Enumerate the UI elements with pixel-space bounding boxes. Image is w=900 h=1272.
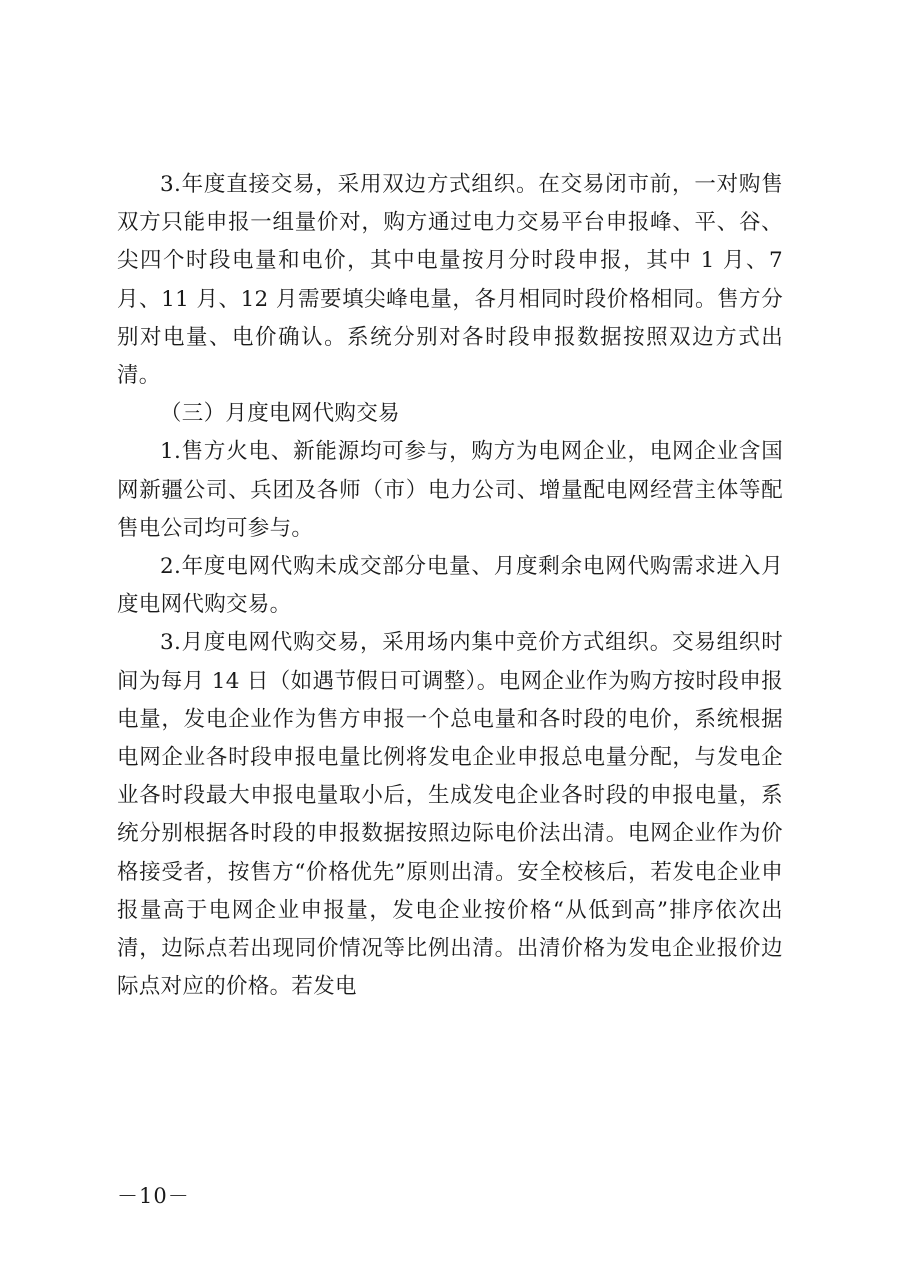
paragraph-bidding-method: 3.月度电网代购交易，采用场内集中竞价方式组织。交易组织时间为每月 14 日（如遇节假日可调整）。电网企业作为购方按时段申报电量，发电企业作为售方申报一个总电量和各时段的电价，系统根据电网企业各时段申报电量比例将发电企业申报总电量分配，与发电企业各时段最大申报电量取小后，生成发电企业各时段的申报电量，系统分别根据各时段的申报数据按照边际电价法出清。电网企业作为价格接受者，按售方“价格优先”原则出清。安全校核后，若发电企业申报量高于电网企业申报量，发电企业按价格“从低到高”排序依次出清，边际点若出现同价情况等比例出清。出清价格为发电企业报价边际点对应的价格。若发电 [117,630,783,1000]
section-heading-monthly-grid-proxy: （三）月度电网代购交易 [160,401,400,427]
paragraph-participants: 1.售方火电、新能源均可参与，购方为电网企业，电网企业含国网新疆公司、兵团及各师（市）电力公司、增量配电网经营主体等配售电公司均可参与。 [117,439,783,541]
paragraph-unsettled-volume: 2.年度电网代购未成交部分电量、月度剩余电网代购需求进入月度电网代购交易。 [117,554,783,618]
document-body [117,166,783,1006]
paragraph-annual-direct-trade: 3.年度直接交易，采用双边方式组织。在交易闭市前，一对购售双方只能申报一组量价对，购方通过电力交易平台申报峰、平、谷、尖四个时段电量和电价，其中电量按月分时段申报，其中 1 月、7 月、11 月、12 月需要填尖峰电量，各月相同时段价格相同。售方分别对电量、电价确认。系统分别对各时段申报数据按照双边方式出清。 [117,172,783,389]
page-number: －10－ [117,1184,190,1208]
